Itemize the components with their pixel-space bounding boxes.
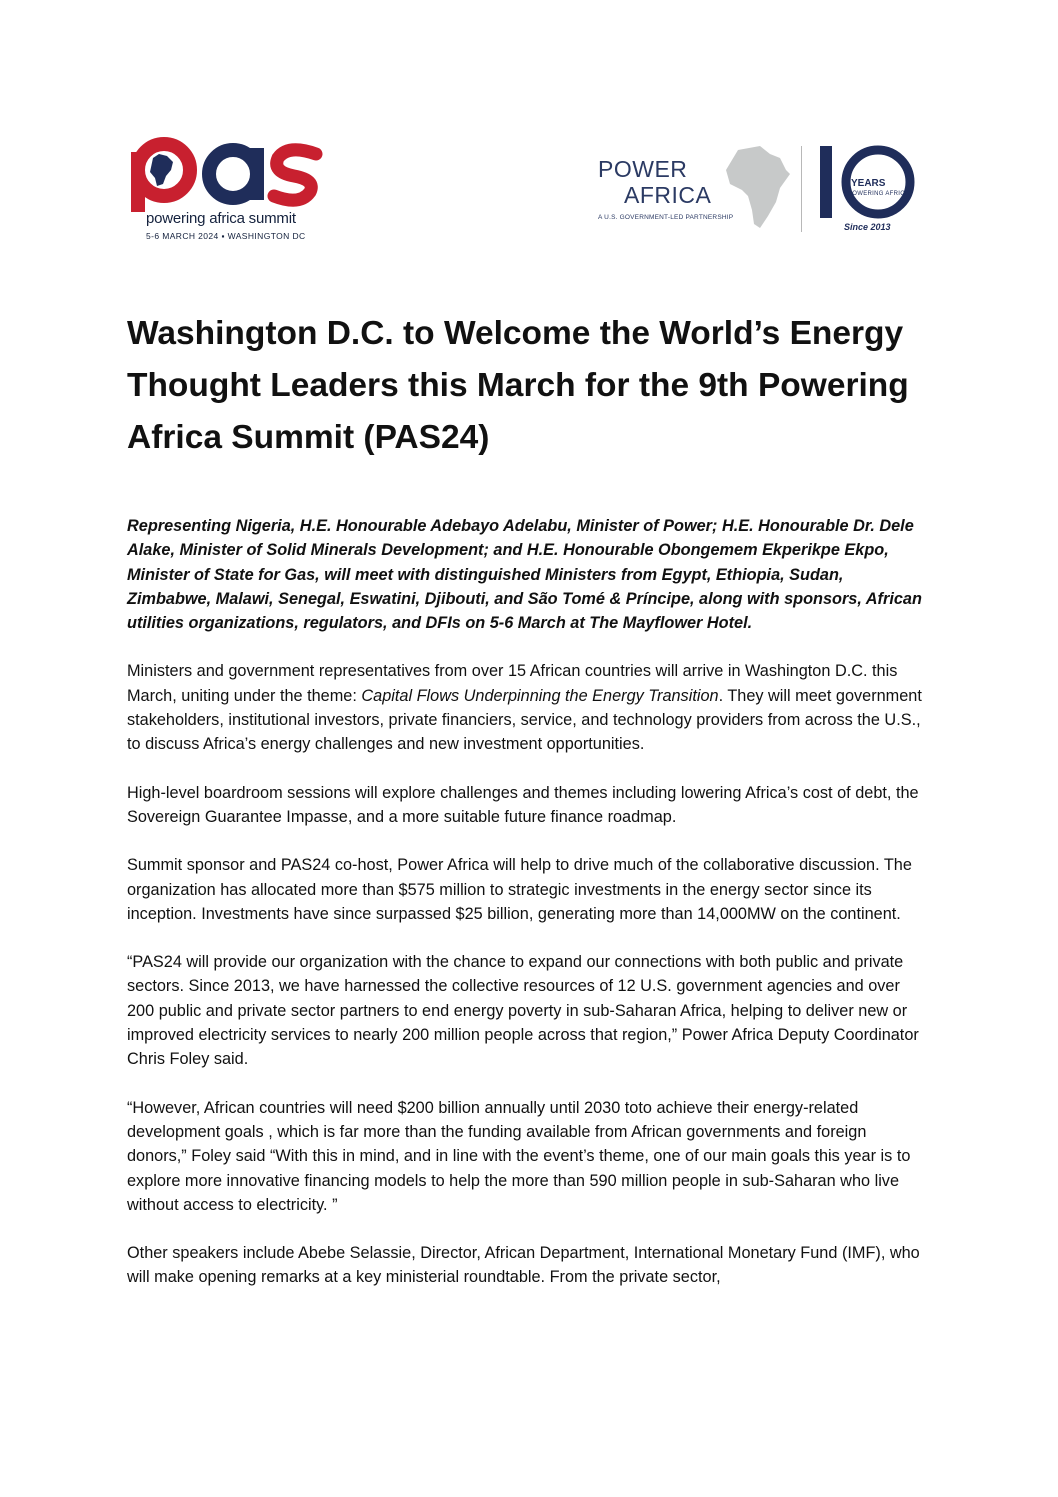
article-body [127,514,929,1314]
paragraph-text: . They will meet government stakeholders, institutional investors, private financiers, service, and technology providers from across the U.S., to discuss Africa’s energy challenges and new investment opportunities. [127,686,922,754]
power-africa-line1: POWER [598,156,688,182]
africa-map-icon [724,144,792,232]
theme-text: Capital Flows Underpinning the Energy Transition [361,686,719,705]
africa-map-icon [150,154,173,186]
power-africa-line2: AFRICA [624,182,712,208]
anniversary-sub: POWERING AFRICA [848,191,910,197]
pas-wordmark-icon [126,132,326,212]
pas-logo [126,132,326,248]
pas-subtitle: powering africa summit [146,210,296,227]
paragraph-speakers: Other speakers include Abebe Selassie, Director, African Department, International Monetary Fund (IMF), who will make opening remarks at a key ministerial roundtable. From the private sector, [127,1244,920,1287]
power-africa-logo [596,144,916,236]
pas-date-line: 5-6 MARCH 2024 ▪ WASHINGTON DC [146,231,306,241]
lede-paragraph: Representing Nigeria, H.E. Honourable Adebayo Adelabu, Minister of Power; H.E. Honourable Dr. Dele Alake, Minister of Solid Minerals Development; and H.E. Honourable Obongemem Ekperikpe Ekpo, Minister of State for Gas, will meet with distinguished Ministers from Egypt, Ethiopia, Sudan, Zimbabwe, Malawi, Senegal, Eswatini, Djibouti, and São Tomé & Príncipe, along with sponsors, African utilities organizations, regulators, and DFIs on 5-6 March at The Mayflower Hotel. [127,517,922,633]
paragraph-quote-1: “PAS24 will provide our organization with the chance to expand our connections with both public and private sectors. Since 2013, we have harnessed the collective resources of 12 U.S. government agencies and over 200 public and private sector partners to end energy poverty in sub-Saharan Africa, helping to deliver new or improved electricity services to nearly 200 million people across that region,” Power Africa Deputy Coordinator Chris Foley said. [127,953,919,1069]
paragraph-text: Ministers and government representatives from over 15 African countries will arrive in Washington D.C. this March, uniting under the theme: [127,662,898,705]
power-africa-tagline: A U.S. GOVERNMENT-LED PARTNERSHIP [598,214,734,221]
logo-divider [801,146,802,232]
paragraph-sponsor: Summit sponsor and PAS24 co-host, Power Africa will help to drive much of the collaborative discussion. The organization has allocated more than $575 million to strategic investments in the energy sector since its inception. Investments have since surpassed $25 billion, generating more than 14,000MW on the continent. [127,856,912,923]
page-title: Washington D.C. to Welcome the World’s Energy Thought Leaders this March for the 9th Powering Africa Summit (PAS24) [127,315,909,456]
anniversary-years: YEARS [851,178,886,189]
anniversary-since: Since 2013 [844,222,891,232]
paragraph-theme [127,659,929,756]
paragraph-boardroom: High-level boardroom sessions will explore challenges and themes including lowering Africa’s cost of debt, the Sovereign Guarantee Impasse, and a more suitable future finance roadmap. [127,783,919,826]
paragraph-quote-2: “However, African countries will need $200 billion annually until 2030 toto achieve their energy-related development goals , which is far more than the funding available from African governments and foreign donors,” Foley said “With this in mind, and in line with the event’s theme, one of our main goals this year is to explore more innovative financing models to help the more than 590 million people in sub-Saharan who live without access to electricity. ” [127,1098,911,1214]
